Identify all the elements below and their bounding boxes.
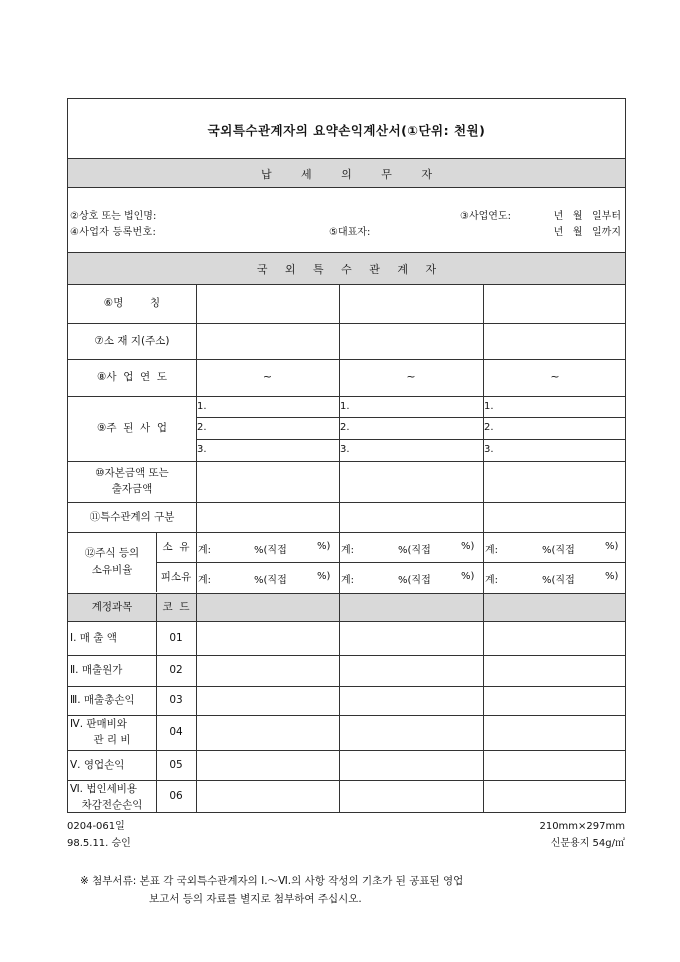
share-ratio-label bbox=[68, 545, 156, 579]
business-item-2-1: 1. bbox=[340, 401, 350, 412]
account-row-2: Ⅱ. 매출원가 bbox=[70, 664, 123, 677]
account-code-3: 03 bbox=[169, 694, 183, 707]
business-reg-label: ④사업자 등록번호: bbox=[70, 227, 157, 238]
business-item-1-2: 2. bbox=[197, 422, 207, 433]
share-ratio-line2: 소유비율 bbox=[91, 564, 133, 576]
business-year-range-2: ~ bbox=[406, 370, 416, 384]
account-row-4-line1: Ⅳ. 판매비와 bbox=[70, 718, 127, 730]
account-row-3: Ⅲ. 매출총손익 bbox=[70, 694, 135, 707]
approval-date: 98.5.11. 승인 bbox=[67, 838, 131, 849]
account-row-6 bbox=[70, 781, 154, 813]
paper-size: 210mm×297mm bbox=[539, 821, 625, 832]
held-total-3: 계: bbox=[485, 575, 499, 586]
account-row-4-line2: 관 리 비 bbox=[93, 734, 131, 746]
account-row-6-line1: Ⅵ. 법인세비용 bbox=[70, 783, 138, 795]
attachment-note-line2: 보고서 등의 자료를 별지로 첨부하여 주십시오. bbox=[149, 893, 362, 905]
owned-close-3: %) bbox=[605, 541, 619, 552]
business-item-3-1: 1. bbox=[484, 401, 494, 412]
business-year-range-3: ~ bbox=[550, 370, 560, 384]
owned-close-1: %) bbox=[317, 541, 331, 552]
held-direct-2: %(직접 bbox=[398, 575, 431, 586]
business-item-3-2: 2. bbox=[484, 422, 494, 433]
owned-total-1: 계: bbox=[198, 545, 212, 556]
owned-total-2: 계: bbox=[341, 545, 355, 556]
account-code-2: 02 bbox=[169, 664, 183, 677]
share-ratio-line1: ⑫주식 등의 bbox=[84, 547, 140, 559]
relation-type-label: ⑪특수관계의 구분 bbox=[89, 510, 175, 523]
held-by-label: 피소유 bbox=[160, 570, 192, 583]
paper-type: 신문용지 54g/㎡ bbox=[550, 838, 625, 849]
main-business-label: ⑨주 된 사 업 bbox=[96, 422, 167, 435]
account-code-5: 05 bbox=[169, 758, 183, 771]
related-section-title: 국 외 특 수 관 계 자 bbox=[256, 263, 437, 276]
name-label: ⑥명 칭 bbox=[103, 297, 161, 310]
held-direct-3: %(직접 bbox=[542, 575, 575, 586]
held-total-2: 계: bbox=[341, 575, 355, 586]
owned-label: 소 유 bbox=[162, 540, 190, 553]
capital-label-line1: ⑩자본금액 또는 bbox=[95, 467, 169, 479]
held-close-2: %) bbox=[461, 571, 475, 582]
owned-total-3: 계: bbox=[485, 545, 499, 556]
owned-close-2: %) bbox=[461, 541, 475, 552]
business-item-1-1: 1. bbox=[197, 401, 207, 412]
representative-label: ⑤대표자: bbox=[329, 227, 371, 238]
accounts-header: 계정과목 bbox=[91, 600, 133, 613]
form-number: 0204-061일 bbox=[67, 821, 125, 832]
capital-label-line2: 출자금액 bbox=[111, 483, 153, 495]
owned-direct-3: %(직접 bbox=[542, 545, 575, 556]
account-row-4 bbox=[70, 716, 154, 748]
business-item-2-3: 3. bbox=[340, 444, 350, 455]
business-item-3-3: 3. bbox=[484, 444, 494, 455]
fiscal-year-label: ③사업연도: bbox=[460, 211, 511, 222]
business-year-range-1: ~ bbox=[262, 370, 273, 384]
account-code-4: 04 bbox=[169, 726, 183, 739]
attachment-note-line1: ※ 첨부서류: 본표 각 국외특수관계자의 Ⅰ.～Ⅵ.의 사항 작성의 기초가 된 공표된 영업 bbox=[80, 875, 464, 887]
account-code-6: 06 bbox=[169, 790, 183, 803]
business-item-1-3: 3. bbox=[197, 444, 207, 455]
account-row-5: Ⅴ. 영업손익 bbox=[70, 758, 125, 771]
address-label: ⑦소 재 지(주소) bbox=[94, 334, 170, 347]
code-header: 코 드 bbox=[162, 600, 190, 613]
account-row-1: Ⅰ. 매 출 액 bbox=[70, 631, 117, 644]
taxpayer-section-title: 납 세 의 무 자 bbox=[260, 168, 433, 181]
company-name-label: ②상호 또는 법인명: bbox=[70, 211, 157, 222]
income-statement-form bbox=[67, 98, 626, 813]
account-row-6-line2: 차감전순손익 bbox=[81, 799, 143, 811]
capital-label bbox=[68, 465, 196, 497]
held-close-1: %) bbox=[317, 571, 331, 582]
held-close-3: %) bbox=[605, 571, 619, 582]
held-direct-1: %(직접 bbox=[254, 575, 287, 586]
fiscal-year-to: 년 월 일까지 bbox=[553, 227, 621, 238]
owned-direct-1: %(직접 bbox=[254, 545, 287, 556]
owned-direct-2: %(직접 bbox=[398, 545, 431, 556]
form-title: 국외특수관계자의 요약손익계산서(①단위: 천원) bbox=[207, 123, 486, 138]
business-year-label: ⑧사 업 연 도 bbox=[96, 371, 167, 384]
account-code-1: 01 bbox=[169, 631, 183, 644]
fiscal-year-from: 년 월 일부터 bbox=[553, 211, 621, 222]
held-total-1: 계: bbox=[198, 575, 212, 586]
business-item-2-2: 2. bbox=[340, 422, 350, 433]
